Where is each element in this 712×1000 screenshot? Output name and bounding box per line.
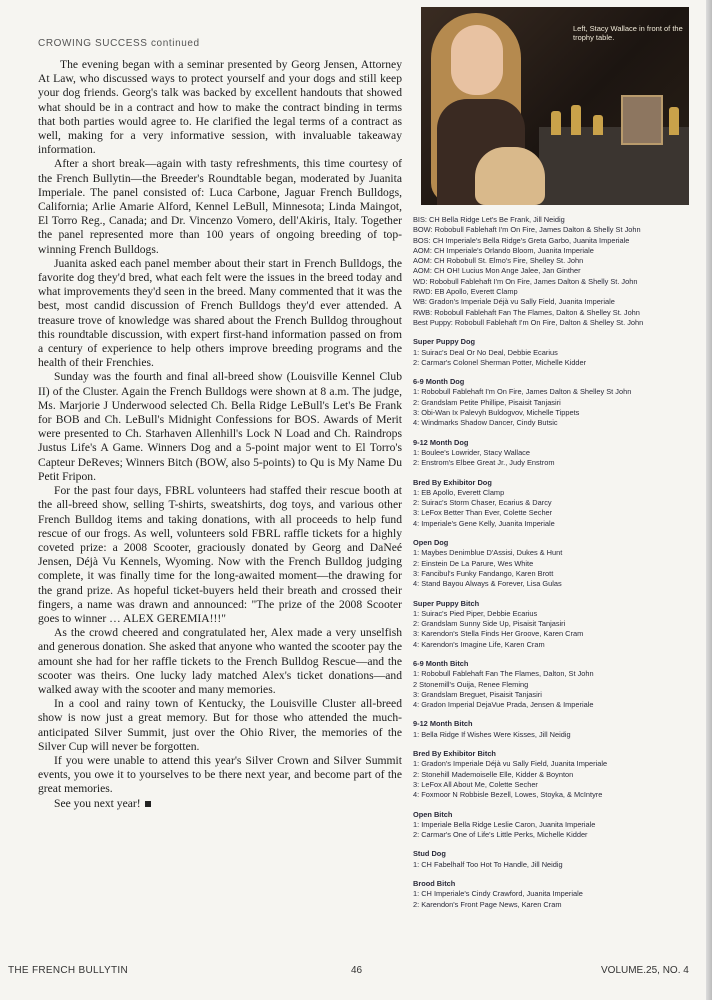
french-bulldog-shape xyxy=(475,147,545,205)
trophy-table-shape xyxy=(539,127,689,205)
placement-line: 2: Carmar's Colonel Sherman Potter, Michelle Kidder xyxy=(413,357,587,367)
class-heading: Open Dog xyxy=(413,538,449,548)
photo-stacy-wallace xyxy=(421,7,689,205)
award-line: RWD: EB Apollo, Everett Clamp xyxy=(413,287,518,297)
placement-line: 1: EB Apollo, Everett Clamp xyxy=(413,487,505,497)
placement-line: 3: LeFox Better Than Ever, Colette Secher xyxy=(413,508,553,518)
award-line: Best Puppy: Robobull Fablehaft I'm On Fire, Dalton & Shelley St. John xyxy=(413,317,644,327)
placement-line: 1: Boulee's Lowrider, Stacy Wallace xyxy=(413,447,530,457)
article-paragraph: Sunday was the fourth and final all-breed show (Louisville Kennel Club II) of the Cluster. Again the French Bulldogs were shown at 8 a.m. The judge, Ms. Marjorie J Underwood selected Ch. Bella Ridge LeBull's Let's Be Frank for BOB and Ch. LeBull's Midnight Confessions for BOS. Awards of Merit were presented to Ch. Starhaven Allenhill's Lock N Load and Ch. Raindrops Justus Life's A Game. Winners Dog and a 5-point major went to El Torro's Capteur DeReves; Winners Bitch (BOW, also 5-points) to Qu is My Name Du Petit Fripon. xyxy=(38,370,402,483)
class-heading: Open Bitch xyxy=(413,809,453,819)
article-paragraph: After a short break—again with tasty refreshments, this time courtesy of the French Bullytin—the Breeder's Roundtable began, moderated by Juanita Imperiale. The panel consisted of: Luca Carbone, Jaguar French Bulldogs, California; Arlie Amarie Alford, Kennel LeBull, Minnesota; Linda Maingot, El Torro Reg., Canada; and Dr. Vincenzo Vomero, dell'Akiris, Italy. Together the panel represented more than 100 years of ongoing breeding of top-winning French Bulldogs. xyxy=(38,157,402,256)
award-line: AOM: CH Robobull St. Elmo's Fire, Shelley St. John xyxy=(413,256,584,266)
award-line: BIS: CH Bella Ridge Let's Be Frank, Jill Neidig xyxy=(413,215,565,224)
placement-line: 2: Karendon's Front Page News, Karen Cram xyxy=(413,899,562,909)
placement-line: 1: Gradon's Imperiale Déjà vu Sally Field, Juanita Imperiale xyxy=(413,759,608,769)
award-line: WD: Robobull Fablehaft I'm On Fire, James Dalton & Shelly St. John xyxy=(413,276,638,286)
placement-line: 4: Karendon's Imagine Life, Karen Cram xyxy=(413,639,545,649)
page-spine xyxy=(706,0,712,1000)
article-paragraph: If you were unable to attend this year's Silver Crown and Silver Summit events, you owe it to yourselves to be there next year, and become part of the great memories. xyxy=(38,753,402,796)
article-paragraph: Juanita asked each panel member about their start in French Bulldogs, the favorite dog they'd bred, what each felt were the issues in the breed today and what improvements they'd seen in the breed. Many commented that it was the best, most candid discussion of French Bulldogs they'd ever attended. A treasure trove of knowledge was shared about the French Bulldog throughout this roundtable discussion, with expert first-hand information passed on from a century of experience to help others improve breeding programs and the health of their Frenchies. xyxy=(38,256,402,370)
placement-line: 3: Obi-Wan Ix Palevyh Buldogvov, Michelle Tippets xyxy=(413,408,580,418)
trophy-icon xyxy=(551,111,561,135)
placement-line: 2: Grandslam Petite Phillipe, Pisaisit Tanjasiri xyxy=(413,397,561,407)
award-line: BOW: Robobull Fablehaft I'm On Fire, James Dalton & Shelly St John xyxy=(413,225,641,235)
placement-line: 1: CH Fabelhalf Too Hot To Handle, Jill Neidig xyxy=(413,859,563,869)
award-line: WB: Gradon's Imperiale Déjà vu Sally Field, Juanita Imperiale xyxy=(413,297,615,307)
class-heading: Super Puppy Dog xyxy=(413,337,476,347)
class-heading: Bred By Exhibitor Dog xyxy=(413,477,492,487)
placement-line: 3: Fancibul's Funky Fandango, Karen Brott xyxy=(413,568,554,578)
class-heading: 9-12 Month Bitch xyxy=(413,719,473,729)
photo-caption: Left, Stacy Wallace in front of the trophy table. xyxy=(573,24,683,42)
article-paragraph: In a cool and rainy town of Kentucky, the Louisville Cluster all-breed show is now just a great memory. But for those who attended the much-anticipated Silver Summit, just over the Ohio River, the memories of the Silver Cup will never be forgotten. xyxy=(38,697,402,753)
page-number: 46 xyxy=(351,965,363,976)
placement-line: 2: Suirac's Storm Chaser, Ecarius & Darcy xyxy=(413,498,552,508)
placement-line: 4: Foxmoor N Robbisle Bezell, Lowes, Stoyka, & McIntyre xyxy=(413,790,603,800)
article-paragraph: For the past four days, FBRL volunteers had staffed their rescue booth at the all-breed show, selling T-shirts, sweatshirts, dog toys, and various other French Bulldog items and taking donations, with all proceeds to help fund rescue of our frogs. As well, volunteers sold FBRL raffle tickets for a highly coveted prize: a 2008 Scooter, graciously donated by Georg and DaNeé Jensen, Déjà Vu Kennels, Wyoming. Now with the French Bulldog judging complete, it was finally time for the long-awaited moment—the drawing for the grand prize. As hopeful ticket-buyers held their breath and crossed their fingers, a name was drawn and announced: "The prize of the 2008 Scooter goes to winner … ALEX GEREMIA!!!" xyxy=(38,484,402,625)
placement-line: 2: Enstrom's Elbee Great Jr., Judy Enstrom xyxy=(413,458,555,468)
article-paragraph: See you next year! xyxy=(54,796,141,810)
placement-line: 3: Karendon's Stella Finds Her Groove, Karen Cram xyxy=(413,629,584,639)
class-heading: 9-12 Month Dog xyxy=(413,437,469,447)
article-paragraph: The evening began with a seminar presented by Georg Jensen, Attorney At Law, who discussed ways to protect yourself and your dogs and still keep your dog friends. Georg's talk was backed by excellent handouts that showed what should be in a contract and how to make the contract binding in terms that both parties would agree to. He clarified the legal terms of a contract as well, making for a very informative session, with invaluable takeaway information. xyxy=(38,58,402,157)
article-closing xyxy=(38,797,402,811)
placement-line: 1: Suirac's Pied Piper, Debbie Ecarius xyxy=(413,608,538,618)
class-heading: Stud Dog xyxy=(413,849,446,859)
award-line: AOM: CH Imperiale's Orlando Bloom, Juanita Imperiale xyxy=(413,245,594,255)
picture-frame-shape xyxy=(621,95,663,145)
placement-line: 1: Bella Ridge If Wishes Were Kisses, Jill Neidig xyxy=(413,729,571,739)
awards-list xyxy=(413,215,699,328)
placement-line: 2: Carmar's One of Life's Little Perks, Michelle Kidder xyxy=(413,830,588,840)
class-results xyxy=(413,337,699,910)
class-heading: Brood Bitch xyxy=(413,879,456,889)
award-line: RWB: Robobull Fablehaft Fan The Flames, Dalton & Shelley St. John xyxy=(413,307,640,317)
placement-line: 1: Imperiale Bella Ridge Leslie Caron, Juanita Imperiale xyxy=(413,819,596,829)
trophy-icon xyxy=(593,115,603,135)
placement-line: 4: Imperiale's Gene Kelly, Juanita Imperiale xyxy=(413,518,555,528)
placement-line: 4: Stand Bayou Always & Forever, Lisa Gulas xyxy=(413,579,562,589)
publication-name: THE FRENCH BULLYTIN xyxy=(8,965,128,976)
placement-line: 3: LeFox All About Me, Colette Secher xyxy=(413,779,538,789)
placement-line: 1: Maybes Denimblue D'Assisi, Dukes & Hunt xyxy=(413,548,563,558)
class-heading: 6-9 Month Bitch xyxy=(413,658,469,668)
award-line: AOM: CH OH! Lucius Mon Ange Jalee, Jan Ginther xyxy=(413,266,581,276)
placement-line: 4: Windmarks Shadow Dancer, Cindy Butsic xyxy=(413,418,558,428)
placement-line: 1: Suirac's Deal Or No Deal, Debbie Ecarius xyxy=(413,347,558,357)
class-heading: 6-9 Month Dog xyxy=(413,377,465,387)
trophy-icon xyxy=(669,107,679,135)
placement-line: 4: Gradon Imperial DejaVue Prada, Jensen & Imperiale xyxy=(413,700,594,710)
placement-line: 3: Grandslam Breguet, Pisaisit Tanjasiri xyxy=(413,689,542,699)
show-results xyxy=(413,215,699,910)
placement-line: 2 Stonemill's Ouija, Renee Fleming xyxy=(413,679,529,689)
placement-line: 2: Grandslam Sunny Side Up, Pisaisit Tanjasiri xyxy=(413,619,566,629)
placement-line: 1: CH Imperiale's Cindy Crawford, Juanita Imperiale xyxy=(413,889,583,899)
placement-line: 2: Stonehill Mademoiselle Elle, Kidder & Boynton xyxy=(413,769,574,779)
volume-issue: VOLUME.25, NO. 4 xyxy=(601,965,689,976)
person-face-shape xyxy=(451,25,503,95)
class-heading: Bred By Exhibitor Bitch xyxy=(413,749,496,759)
end-mark-icon xyxy=(145,801,151,807)
award-line: BOS: CH Imperiale's Bella Ridge's Greta Garbo, Juanita Imperiale xyxy=(413,235,630,245)
section-heading: CROWING SUCCESS continued xyxy=(38,38,200,49)
article-body xyxy=(38,58,402,811)
article-paragraph: As the crowd cheered and congratulated her, Alex made a very unselfish and generous donation. She asked that anyone who wanted the scooter pay the amount she had for her raffle tickets to the French Bulldog Rescue—and the scooter was theirs. One lucky lady matched Alex's ticket donations—and walked away with the scooter and many memories. xyxy=(38,626,402,696)
class-heading: Super Puppy Bitch xyxy=(413,598,480,608)
placement-line: 1: Robobull Fablehaft Fan The Flames, Dalton, St John xyxy=(413,669,594,679)
placement-line: 1: Robobull Fablehaft I'm On Fire, James Dalton & Shelley St John xyxy=(413,387,632,397)
trophy-icon xyxy=(571,105,581,135)
placement-line: 2: Einstein De La Parure, Wes White xyxy=(413,558,534,568)
